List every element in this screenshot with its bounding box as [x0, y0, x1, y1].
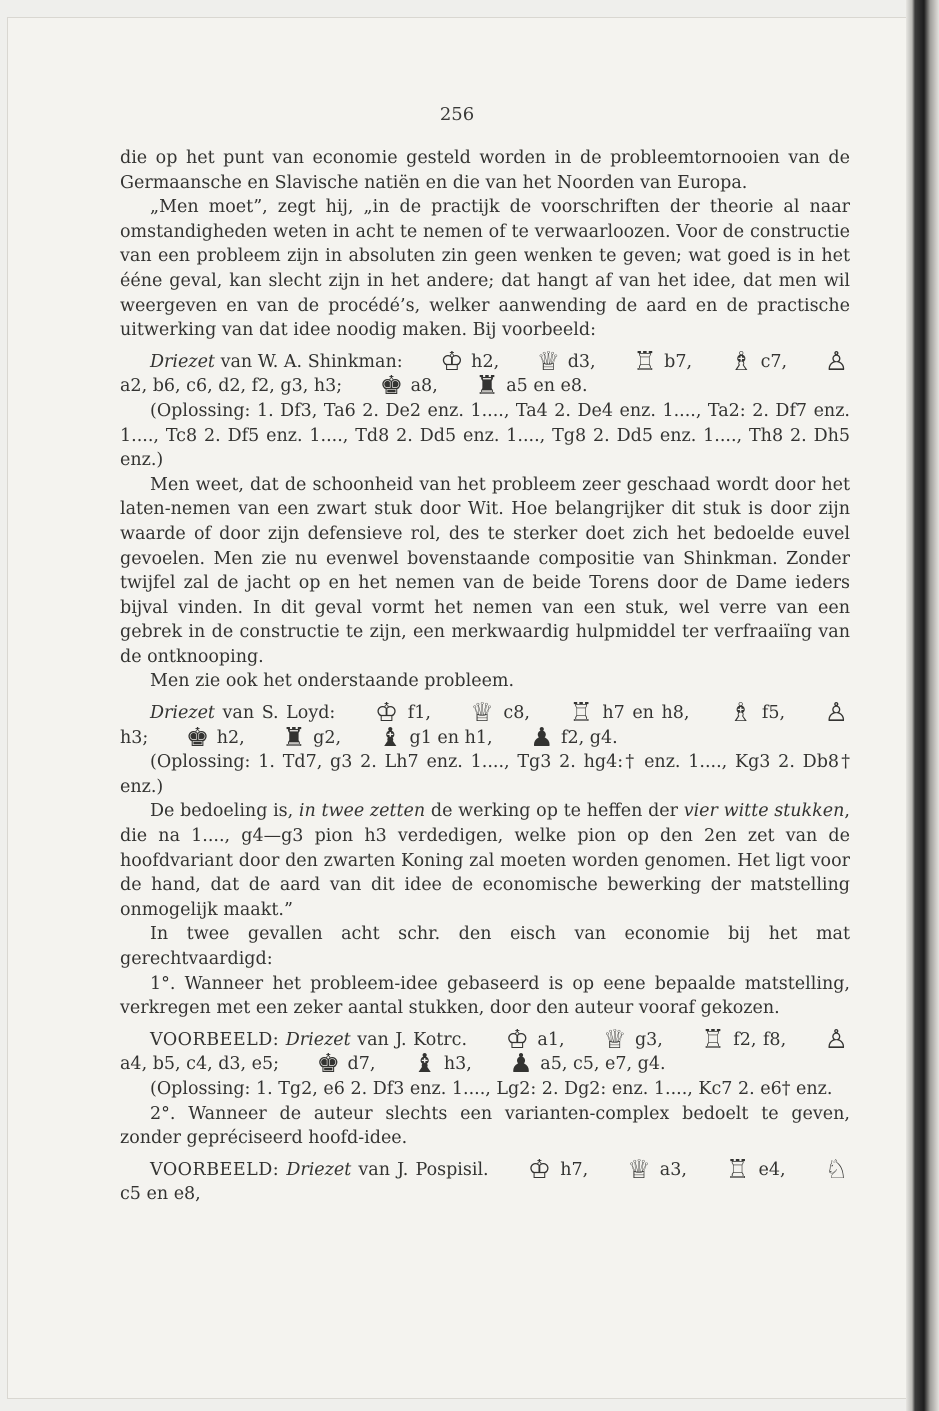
paragraph: In twee gevallen acht schr. den eisch van economie bij het mat gerechtvaardigd: [120, 924, 850, 969]
white-queen-icon: ♕ [470, 698, 494, 729]
white-king-icon: ♔ [440, 346, 464, 377]
white-rook-icon: ♖ [633, 346, 657, 377]
white-pawn-icon: ♙ [824, 698, 848, 729]
white-pawn-icon: ♙ [824, 346, 849, 377]
page-number: 256 [439, 104, 475, 125]
white-rook-icon: ♖ [569, 698, 593, 729]
example-author: van J. Kotrc. [350, 1029, 474, 1050]
example-author: van J. Pospisil. [351, 1159, 496, 1180]
chess-example: VOORBEELD: Driezet van J. Kotrc. ♔ a1, ♕ g3, ♖ f2, f8, ♙ a4, b5, c4, d3, e5; ♚ d7, ♝ h3, ♟ a5, c5, e7, g4. [120, 1024, 848, 1080]
white-pawn-icon: ♙ [824, 1024, 848, 1055]
book-binding-edge [906, 0, 939, 1411]
book-page [8, 18, 906, 1398]
black-pawn-icon: ♟ [530, 722, 554, 753]
paragraph: die op het punt van economie gesteld worden in de probleemtornooien van de Germaansche en Slavische natiën en die van het Noorden van Europa. [120, 148, 850, 193]
page-body [120, 146, 850, 1207]
example-author: van W. A. Shinkman: [214, 351, 409, 372]
black-king-icon: ♚ [379, 371, 404, 402]
white-rook-icon: ♖ [701, 1024, 725, 1055]
example-author: van S. Loyd: [214, 703, 343, 724]
example-label: VOORBEELD: [150, 1159, 280, 1180]
black-rook-icon: ♜ [282, 722, 306, 753]
white-king-icon: ♔ [505, 1024, 529, 1055]
white-bishop-icon: ♗ [729, 698, 753, 729]
white-knight-icon: ♘ [824, 1154, 848, 1185]
white-rook-icon: ♖ [726, 1154, 750, 1185]
example-title: Driezet [150, 351, 215, 372]
chess-example: Driezet van W. A. Shinkman: ♔ h2, ♕ d3, ♖ b7, ♗ c7, ♙ a2, b6, c6, d2, f2, g3, h3; ♚ a8, ♜ a5 en e8. [120, 346, 849, 402]
example-title: Driezet [286, 1159, 352, 1180]
black-pawn-icon: ♟ [509, 1049, 533, 1080]
chess-example: VOORBEELD: Driezet van J. Pospisil. ♔ h7, ♕ a3, ♖ e4, ♘ c5 en e8, [120, 1154, 848, 1205]
black-king-icon: ♚ [316, 1049, 340, 1080]
solution: (Oplossing: 1. Td7, g3 2. Lh7 enz. 1...., Tg3 2. hg4:† enz. 1...., Kg3 2. Db8† enz.) [120, 752, 850, 797]
chess-example: Driezet van S. Loyd: ♔ f1, ♕ c8, ♖ h7 en h8, ♗ f5, ♙ h3; ♚ h2, ♜ g2, ♝ g1 en h1, ♟ f2, g4. [120, 698, 848, 753]
white-queen-icon: ♕ [603, 1024, 627, 1055]
solution: (Oplossing: 1. Df3, Ta6 2. De2 enz. 1...., Ta4 2. De4 enz. 1...., Ta2: 2. Df7 enz. 1...., Tc8 2. Df5 enz. 1...., Td8 2. Dd5 enz. 1...., Tg8 2. Dd5 enz. 1...., Th8 2. Dh5 enz.) [120, 400, 850, 471]
paragraph: De bedoeling is, in twee zetten de werking op te heffen der vier witte stukken, die na 1...., g4—g3 pion h3 verdedigen, welke pion op den 2en zet van de hoofdvariant door den zwarten Koning zal moeten worden genomen. Het ligt voor de hand, dat de aard van dit idee de economische bewerking der matstelling onmogelijk maakt.” [120, 801, 850, 920]
black-bishop-icon: ♝ [412, 1049, 437, 1080]
example-label: VOORBEELD: [150, 1029, 280, 1050]
paragraph: „Men moet”, zegt hij, „in de practijk de voorschriften der theorie al naar omstandigheden weten in acht te nemen of te verwaarloozen. Voor de constructie van een probleem zijn in absoluten zin geen wenken te geven; wat goed is in het ééne geval, kan slecht zijn in het andere; dat hangt af van het idee, dat men wil weergeven en van de procédé’s, welker aanwending de aard en de practische uitwerking van dat idee noodig maken. Bij voorbeeld: [120, 197, 850, 341]
paragraph: 2°. Wanneer de auteur slechts een varianten-complex bedoelt te geven, zonder gepréciseerd hoofd-idee. [120, 1103, 850, 1149]
black-king-icon: ♚ [185, 722, 210, 753]
white-king-icon: ♔ [374, 698, 399, 729]
paragraph: 1°. Wanneer het probleem-idee gebaseerd is op eene bepaalde matstelling, verkregen met een zeker aantal stukken, door den auteur vooraf gekozen. [120, 973, 850, 1019]
white-queen-icon: ♕ [627, 1154, 651, 1185]
paragraph: Men weet, dat de schoonheid van het probleem zeer geschaad wordt door het laten-nemen van een zwart stuk door Wit. Hoe belangrijker dit stuk is door zijn waarde of door zijn defensieve rol, des te sterker doet zich het bedoelde euvel gevoelen. Men zie nu evenwel bovenstaande compositie van Shinkman. Zonder twijfel zal de jacht op en het nemen van de beide Torens door de Dame ieders bijval vinden. In dit geval vormt het nemen van een stuk, wel verre van een gebrek in de constructie te zijn, een merkwaardig hulpmiddel ter verfraaiïng van de ontknooping. [120, 474, 850, 667]
paragraph: Men zie ook het onderstaande probleem. [150, 671, 515, 692]
black-bishop-icon: ♝ [378, 722, 402, 753]
example-title: Driezet [150, 703, 215, 724]
black-rook-icon: ♜ [475, 371, 499, 402]
white-bishop-icon: ♗ [729, 346, 753, 377]
example-title: Driezet [285, 1029, 351, 1050]
solution: (Oplossing: 1. Tg2, e6 2. Df3 enz. 1...., Lg2: 2. Dg2: enz. 1...., Kc7 2. e6† enz. [150, 1078, 833, 1099]
white-king-icon: ♔ [527, 1154, 552, 1185]
white-queen-icon: ♕ [536, 346, 561, 377]
